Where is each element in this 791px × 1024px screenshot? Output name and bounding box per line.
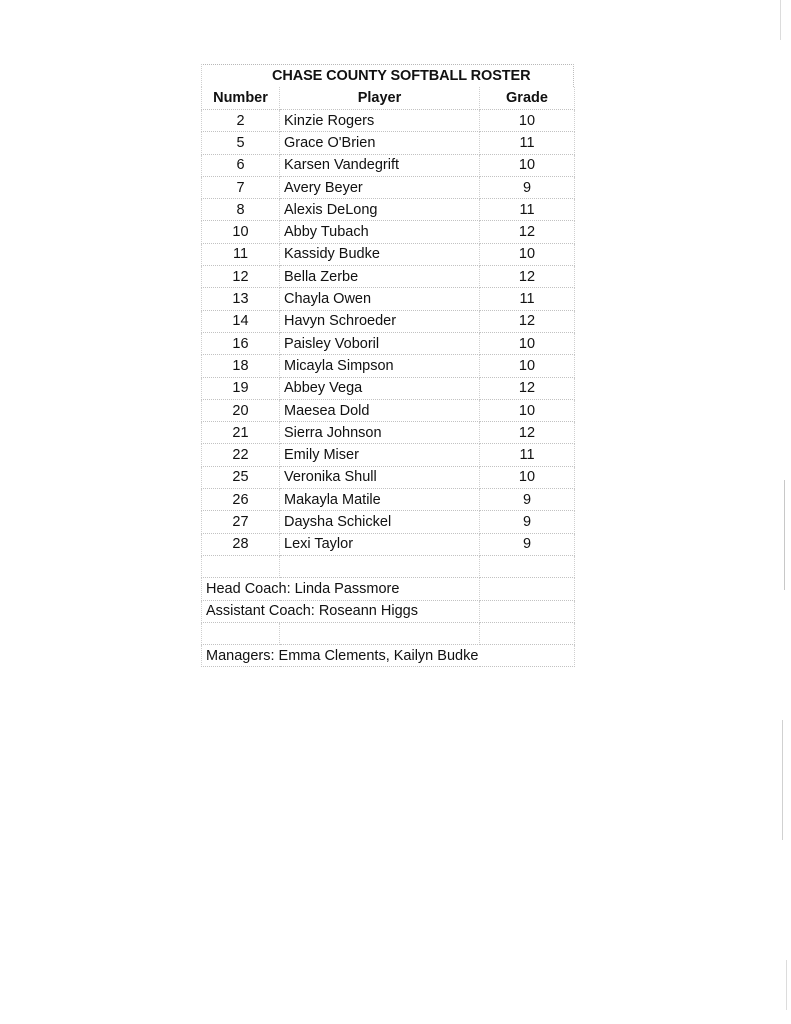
player-number: 12	[202, 266, 280, 288]
blank-row	[202, 622, 575, 644]
player-number: 2	[202, 110, 280, 132]
table-row	[202, 199, 575, 221]
table-row	[202, 288, 575, 310]
player-grade: 10	[480, 243, 575, 265]
player-name: Makayla Matile	[280, 489, 480, 511]
table-row	[202, 533, 575, 555]
head-coach-row	[202, 578, 575, 600]
player-grade: 12	[480, 377, 575, 399]
head-coach-text: Head Coach: Linda Passmore	[202, 578, 480, 600]
managers-text: Managers: Emma Clements, Kailyn Budke	[202, 645, 575, 667]
player-name: Kinzie Rogers	[280, 110, 480, 132]
roster-sheet	[201, 64, 574, 667]
player-grade: 9	[480, 511, 575, 533]
player-number: 28	[202, 533, 280, 555]
player-name: Karsen Vandegrift	[280, 154, 480, 176]
player-number: 26	[202, 489, 280, 511]
player-number: 11	[202, 243, 280, 265]
blank-cell	[480, 600, 575, 622]
grade-header: Grade	[480, 87, 575, 110]
player-grade: 9	[480, 489, 575, 511]
player-grade: 12	[480, 310, 575, 332]
player-header: Player	[280, 87, 480, 110]
table-row	[202, 110, 575, 132]
player-number: 25	[202, 466, 280, 488]
player-grade: 12	[480, 422, 575, 444]
roster-body	[202, 110, 575, 556]
scan-artifact	[784, 480, 785, 590]
player-grade: 9	[480, 176, 575, 198]
player-name: Kassidy Budke	[280, 243, 480, 265]
number-header: Number	[202, 87, 280, 110]
assistant-coach-row	[202, 600, 575, 622]
blank-cell	[280, 555, 480, 577]
table-row	[202, 132, 575, 154]
managers-row	[202, 645, 575, 667]
player-number: 22	[202, 444, 280, 466]
table-row	[202, 266, 575, 288]
blank-cell	[480, 622, 575, 644]
player-number: 5	[202, 132, 280, 154]
table-row	[202, 310, 575, 332]
table-row	[202, 355, 575, 377]
blank-row	[202, 555, 575, 577]
player-number: 19	[202, 377, 280, 399]
player-number: 6	[202, 154, 280, 176]
player-grade: 9	[480, 533, 575, 555]
table-row	[202, 399, 575, 421]
player-number: 18	[202, 355, 280, 377]
header-row	[202, 87, 575, 110]
table-row	[202, 422, 575, 444]
player-grade: 11	[480, 288, 575, 310]
player-number: 20	[202, 399, 280, 421]
table-row	[202, 332, 575, 354]
player-grade: 10	[480, 466, 575, 488]
player-number: 16	[202, 332, 280, 354]
player-number: 13	[202, 288, 280, 310]
scan-artifact	[782, 720, 783, 840]
table-row	[202, 176, 575, 198]
blank-cell	[202, 555, 280, 577]
player-number: 14	[202, 310, 280, 332]
player-name: Avery Beyer	[280, 176, 480, 198]
table-row	[202, 154, 575, 176]
player-grade: 10	[480, 110, 575, 132]
player-name: Bella Zerbe	[280, 266, 480, 288]
player-number: 7	[202, 176, 280, 198]
table-row	[202, 489, 575, 511]
player-grade: 11	[480, 199, 575, 221]
player-number: 21	[202, 422, 280, 444]
player-name: Maesea Dold	[280, 399, 480, 421]
player-grade: 11	[480, 132, 575, 154]
player-grade: 11	[480, 444, 575, 466]
player-grade: 10	[480, 154, 575, 176]
player-name: Abbey Vega	[280, 377, 480, 399]
scan-artifact	[780, 0, 781, 40]
player-number: 10	[202, 221, 280, 243]
table-row	[202, 444, 575, 466]
table-row	[202, 377, 575, 399]
roster-table	[201, 87, 575, 667]
player-grade: 10	[480, 355, 575, 377]
player-name: Micayla Simpson	[280, 355, 480, 377]
player-name: Lexi Taylor	[280, 533, 480, 555]
table-row	[202, 511, 575, 533]
player-number: 27	[202, 511, 280, 533]
player-name: Emily Miser	[280, 444, 480, 466]
roster-title: CHASE COUNTY SOFTBALL ROSTER	[201, 64, 574, 87]
blank-cell	[480, 555, 575, 577]
assistant-coach-text: Assistant Coach: Roseann Higgs	[202, 600, 480, 622]
player-name: Grace O'Brien	[280, 132, 480, 154]
table-row	[202, 466, 575, 488]
player-name: Alexis DeLong	[280, 199, 480, 221]
blank-cell	[280, 622, 480, 644]
table-row	[202, 221, 575, 243]
player-name: Veronika Shull	[280, 466, 480, 488]
player-grade: 12	[480, 266, 575, 288]
blank-cell	[202, 622, 280, 644]
player-name: Sierra Johnson	[280, 422, 480, 444]
player-name: Daysha Schickel	[280, 511, 480, 533]
scan-artifact	[786, 960, 787, 1010]
player-number: 8	[202, 199, 280, 221]
staff-section	[202, 555, 575, 666]
player-name: Paisley Voboril	[280, 332, 480, 354]
player-name: Abby Tubach	[280, 221, 480, 243]
player-name: Chayla Owen	[280, 288, 480, 310]
player-name: Havyn Schroeder	[280, 310, 480, 332]
player-grade: 10	[480, 332, 575, 354]
table-row	[202, 243, 575, 265]
player-grade: 12	[480, 221, 575, 243]
blank-cell	[480, 578, 575, 600]
player-grade: 10	[480, 399, 575, 421]
